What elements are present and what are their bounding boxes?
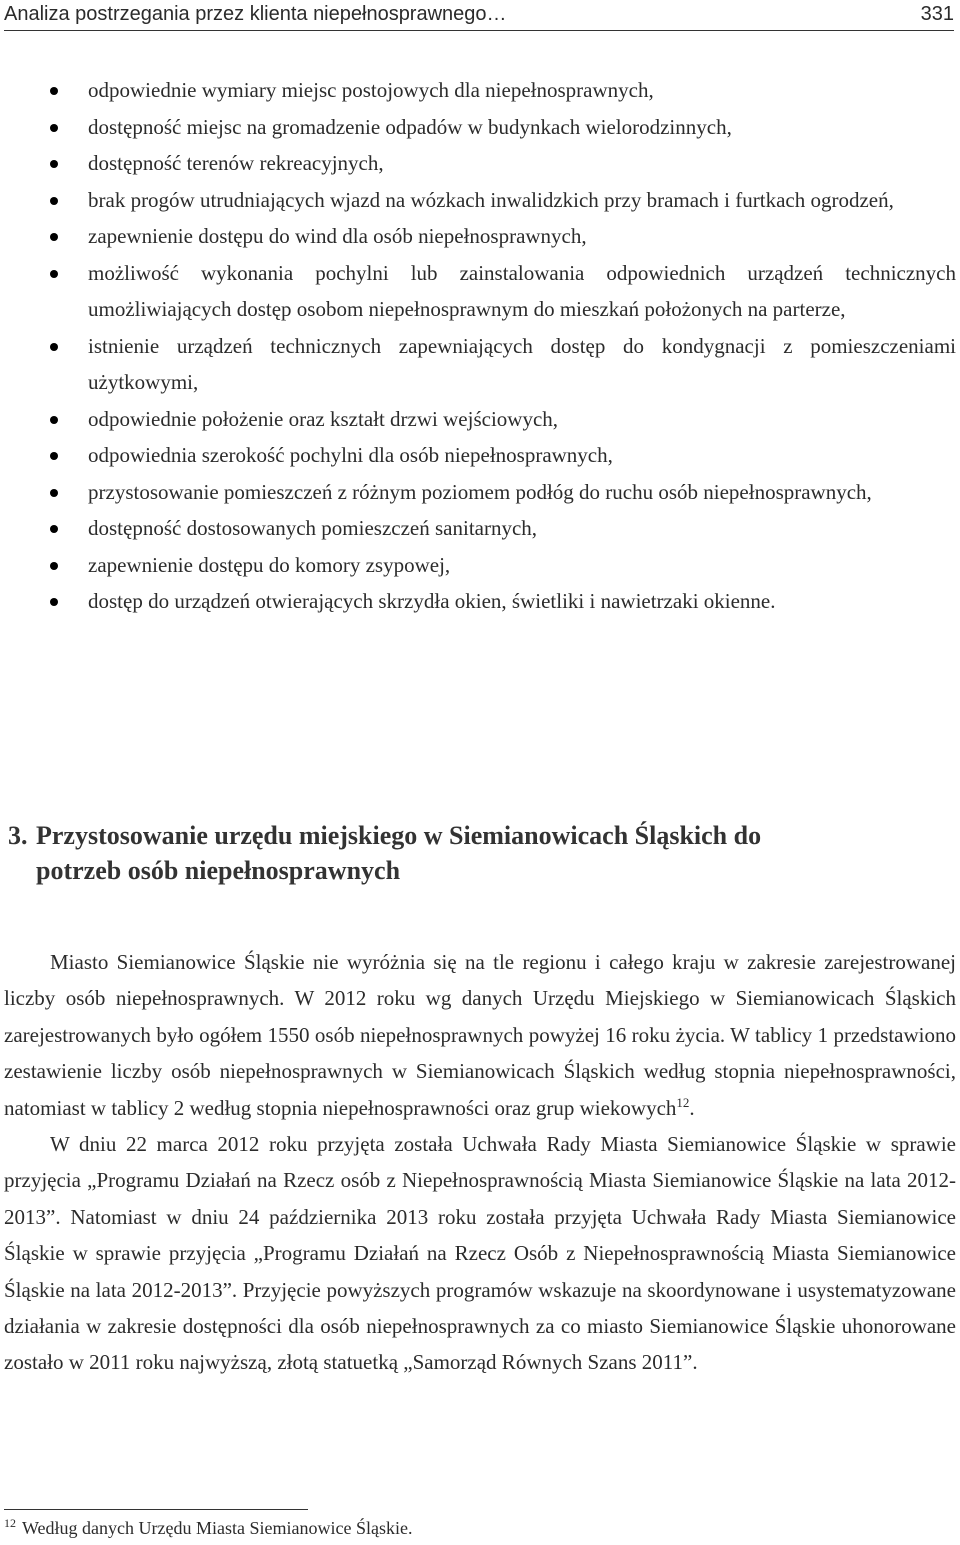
list-item: dostępność miejsc na gromadzenie odpadów w budynkach wielorodzinnych,: [0, 109, 960, 146]
section-title-line2: potrzeb osób niepełnosprawnych: [36, 856, 401, 885]
section-heading: [8, 818, 908, 888]
list-item: dostępność terenów rekreacyjnych,: [0, 145, 960, 182]
list-item: odpowiednia szerokość pochylni dla osób niepełnosprawnych,: [0, 437, 960, 474]
page-number: 331: [920, 3, 954, 25]
list-item: zapewnienie dostępu do komory zsypowej,: [0, 547, 960, 584]
footnote-text: Według danych Urzędu Miasta Siemianowice Śląskie.: [22, 1518, 413, 1538]
footnote-number: 12: [4, 1516, 16, 1530]
running-header: [4, 0, 954, 31]
list-item: brak progów utrudniających wjazd na wózkach inwalidzkich przy bramach i furtkach ogrodzeń,: [0, 182, 960, 219]
body-text: [4, 944, 956, 1381]
section-title-line1: Przystosowanie urzędu miejskiego w Siemianowicach Śląskich do: [36, 821, 762, 850]
paragraph: W dniu 22 marca 2012 roku przyjęta została Uchwała Rady Miasta Siemianowice Śląskie w sprawie przyjęcia „Programu Działań na Rzecz osób z Niepełnosprawnością Miasta Siemianowice Śląskie na lata 2012-2013”. Natomiast w dniu 24 października 2013 roku została przyjęta Uchwała Rady Miasta Siemianowice Śląskie w sprawie przyjęcia „Programu Działań na Rzecz Osób z Niepełnosprawnością Miasta Siemianowice Śląskie na lata 2012-2013”. Przyjęcie powyższych programów wskazuje na skoordynowane i usystematyzowane działania w zakresie dostępności dla osób niepełnosprawnych za co miasto Siemianowice Śląskie uhonorowane zostało w 2011 roku najwyższą, złotą statuetką „Samorząd Równych Szans 2011”.: [4, 1132, 956, 1375]
list-item: dostępność dostosowanych pomieszczeń sanitarnych,: [0, 510, 960, 547]
list-item: zapewnienie dostępu do wind dla osób niepełnosprawnych,: [0, 218, 960, 255]
footnote: [4, 1515, 904, 1541]
list-item: przystosowanie pomieszczeń z różnym poziomem podłóg do ruchu osób niepełnosprawnych,: [0, 474, 960, 511]
running-title: Analiza postrzegania przez klienta niepełnosprawnego…: [4, 3, 507, 25]
bullet-list: [0, 72, 960, 620]
list-item: możliwość wykonania pochylni lub zainstalowania odpowiednich urządzeń technicznych umożliwiających dostęp osobom niepełnosprawnym do mieszkań położonych na parterze,: [0, 255, 960, 328]
list-item: odpowiednie wymiary miejsc postojowych dla niepełnosprawnych,: [0, 72, 960, 109]
list-item: odpowiednie położenie oraz kształt drzwi wejściowych,: [0, 401, 960, 438]
paragraph-text: Miasto Siemianowice Śląskie nie wyróżnia się na tle regionu i całego kraju w zakresie zarejestrowanej liczby osób niepełnosprawnych. W 2012 roku wg danych Urzędu Miejskiego w Siemianowicach Śląskich zarejestrowanych było ogółem 1550 osób niepełnosprawnych powyżej 16 roku życia. W tablicy 1 przedstawiono zestawienie liczby osób niepełnosprawnych w Siemianowicach Śląskich według stopnia niepełnosprawności, natomiast w tablicy 2 według stopnia niepełnosprawności oraz grup wiekowych: [4, 950, 956, 1120]
footnote-ref[interactable]: 12: [676, 1094, 690, 1110]
paragraph: [4, 944, 956, 1126]
list-item: istnienie urządzeń technicznych zapewniających dostęp do kondygnacji z pomieszczeniami użytkowymi,: [0, 328, 960, 401]
footnote-divider: [4, 1509, 308, 1510]
paragraph-end: .: [689, 1095, 695, 1120]
list-item: dostęp do urządzeń otwierających skrzydła okien, świetliki i nawietrzaki okienne.: [0, 583, 960, 620]
section-number: 3.: [8, 821, 28, 850]
